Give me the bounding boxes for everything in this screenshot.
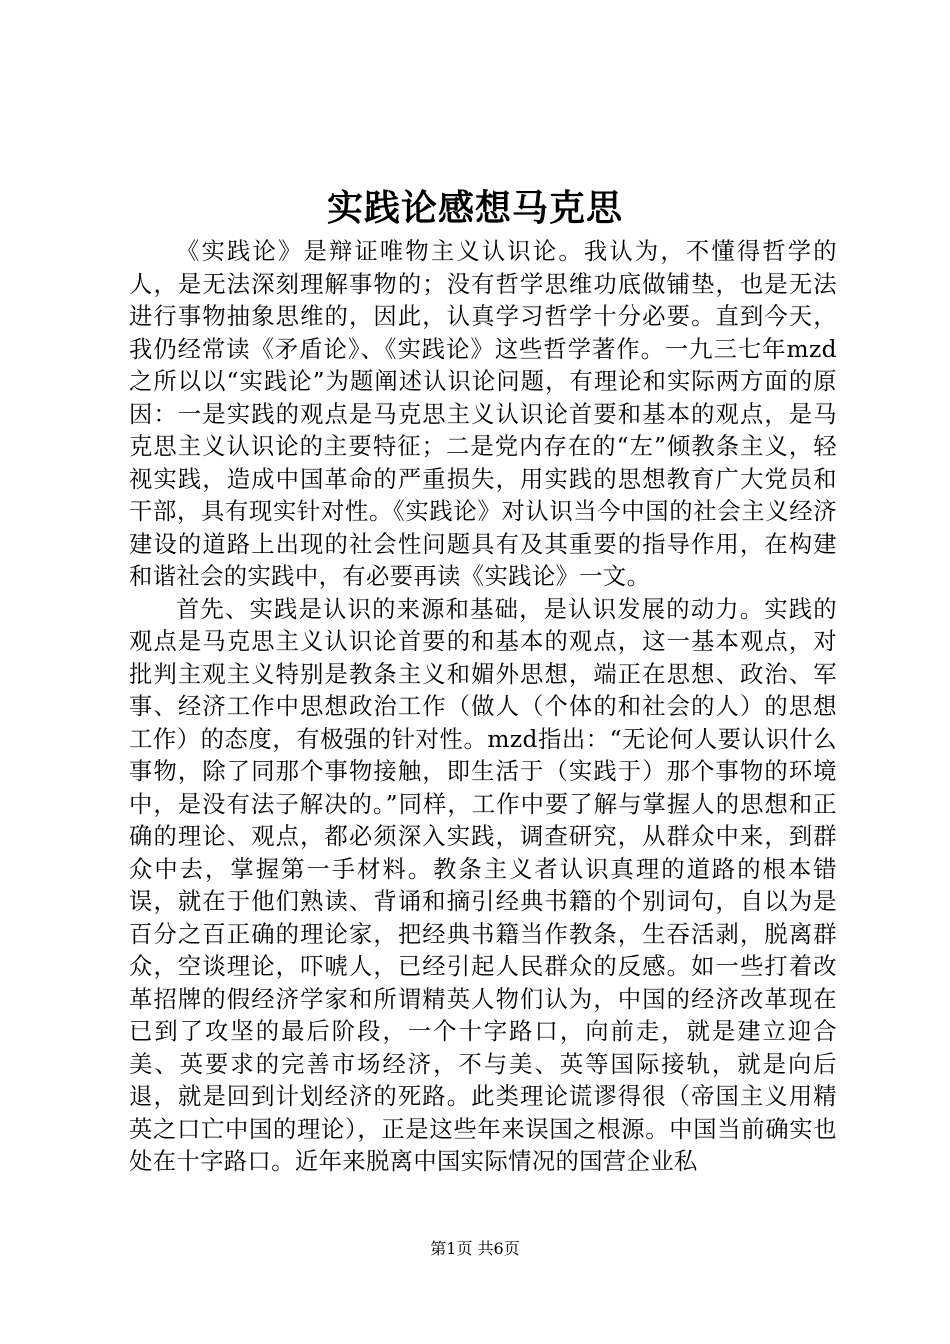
document-body xyxy=(129,236,837,1179)
paragraph-1: 《实践论》是辩证唯物主义认识论。我认为，不懂得哲学的人，是无法深刻理解事物的；没有哲学思维功底做铺垫，也是无法进行事物抽象思维的，因此，认真学习哲学十分必要。直到今天，我仍经常读《矛盾论》、《实践论》这些哲学著作。一九三七年mzd之所以以“实践论”为题阐述认识论问题，有理论和实际两方面的原因：一是实践的观点是马克思主义认识论首要和基本的观点，是马克思主义认识论的主要特征；二是党内存在的“左”倾教条主义，轻视实践，造成中国革命的严重损失，用实践的思想教育广大党员和干部，具有现实针对性。《实践论》对认识当今中国的社会主义经济建设的道路上出现的社会性问题具有及其重要的指导作用，在构建和谐社会的实践中，有必要再读《实践论》一文。 xyxy=(129,238,837,590)
page-footer: 第1页 共6页 xyxy=(430,1239,520,1258)
document-title: 实践论感想马克思 xyxy=(326,187,623,229)
paragraph-2: 首先、实践是认识的来源和基础，是认识发展的动力。实践的观点是马克思主义认识论首要的和基本的观点，这一基本观点，对批判主观主义特别是教条主义和媚外思想，端正在思想、政治、军事、经济工作中思想政治工作（做人（个体的和社会的人）的思想工作）的态度，有极强的针对性。mzd指出：“无论何人要认识什么事物，除了同那个事物接触，即生活于（实践于）那个事物的环境中，是没有法子解决的。”同样，工作中要了解与掌握人的思想和正确的理论、观点，都必须深入实践，调查研究，从群众中来，到群众中去，掌握第一手材料。教条主义者认识真理的道路的根本错误，就在于他们熟读、背诵和摘引经典书籍的个别词句，自以为是百分之百正确的理论家，把经典书籍当作教条，生吞活剥，脱离群众，空谈理论，吓唬人，已经引起人民群众的反感。如一些打着改革招牌的假经济学家和所谓精英人物们认为，中国的经济改革现在已到了攻坚的最后阶段，一个十字路口，向前走，就是建立迎合美、英要求的完善市场经济，不与美、英等国际接轨，就是向后退，就是回到计划经济的死路。此类理论谎谬得很（帝国主义用精英之口亡中国的理论），正是这些年来误国之根源。中国当前确实也处在十字路口。近年来脱离中国实际情况的国营企业私 xyxy=(129,595,837,1175)
